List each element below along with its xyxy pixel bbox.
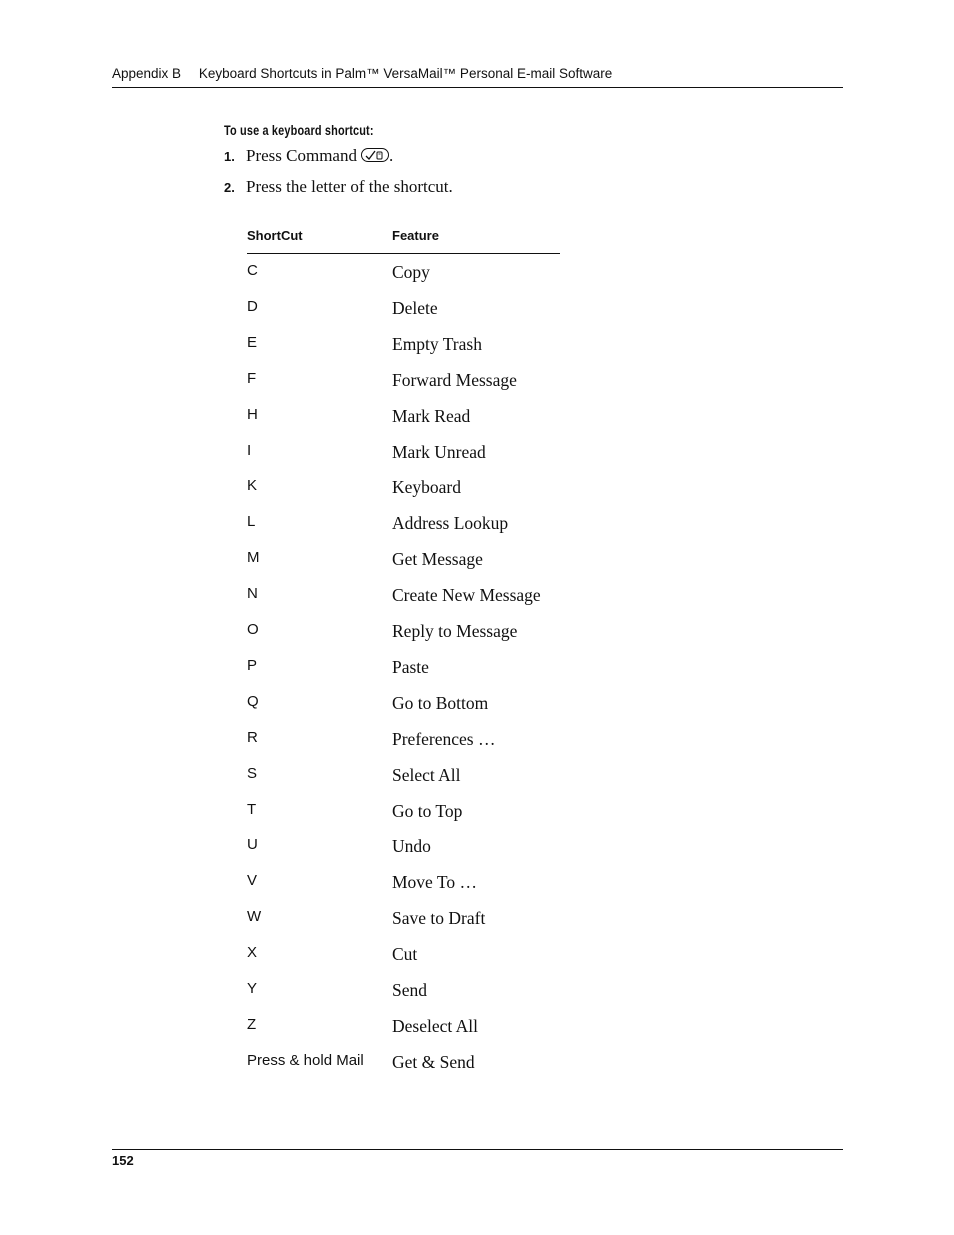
table-row xyxy=(247,908,560,944)
shortcut-key: H xyxy=(247,405,258,423)
feature-name: Delete xyxy=(392,297,438,318)
table-row xyxy=(247,657,560,693)
step-number: 2. xyxy=(224,180,235,195)
feature-name: Keyboard xyxy=(392,477,462,498)
shortcut-key: L xyxy=(247,513,256,531)
table-row xyxy=(247,801,560,837)
table-row xyxy=(247,370,560,406)
feature-name: Send xyxy=(392,980,427,1000)
feature-name: Save to Draft xyxy=(392,908,486,929)
feature-name: Address Lookup xyxy=(392,513,509,534)
shortcut-key: N xyxy=(247,585,258,603)
table-row xyxy=(247,980,560,1016)
shortcut-key: U xyxy=(247,836,258,854)
table-row xyxy=(247,442,560,478)
table-row xyxy=(247,298,560,334)
feature-name: Empty Trash xyxy=(392,333,482,354)
shortcut-key: O xyxy=(247,621,259,638)
shortcut-key: R xyxy=(247,728,258,746)
step-suffix: . xyxy=(388,146,394,165)
table-row xyxy=(247,765,560,801)
table-row xyxy=(247,621,560,657)
feature-name: Mark Read xyxy=(392,405,471,426)
table-row xyxy=(247,944,560,980)
feature-name: Cut xyxy=(392,944,418,965)
running-header xyxy=(112,66,843,81)
shortcut-key: D xyxy=(247,297,258,315)
table-row xyxy=(247,693,560,729)
table-row xyxy=(247,262,560,298)
feature-name: Get Message xyxy=(392,549,483,570)
table-row xyxy=(247,406,560,442)
shortcut-key: Q xyxy=(247,692,259,710)
feature-name: Preferences … xyxy=(392,728,496,749)
command-stroke-icon xyxy=(361,148,389,162)
step-text: Press the letter of the shortcut. xyxy=(246,177,453,196)
step-text: Press Command xyxy=(246,146,357,165)
shortcut-key: E xyxy=(247,333,258,351)
page-number: 152 xyxy=(112,1153,134,1168)
shortcut-key: Y xyxy=(247,980,258,997)
chapter-title: Keyboard Shortcuts in Palm™ VersaMail™ Personal E-mail Software xyxy=(198,66,613,81)
table-header-divider xyxy=(247,253,560,254)
feature-name: Deselect All xyxy=(392,1015,479,1036)
table-row xyxy=(247,729,560,765)
column-header-shortcut: ShortCut xyxy=(247,228,303,243)
column-header-feature: Feature xyxy=(392,228,439,243)
table-row xyxy=(247,477,560,513)
table-row xyxy=(247,334,560,370)
shortcut-key: Z xyxy=(247,1015,257,1033)
feature-name: Copy xyxy=(392,262,430,282)
shortcut-key: C xyxy=(247,262,258,279)
shortcut-key: S xyxy=(247,764,258,782)
procedure-heading: To use a keyboard shortcut: xyxy=(224,122,374,138)
feature-name: Create New Message xyxy=(392,585,541,606)
feature-name: Select All xyxy=(392,764,461,785)
shortcut-key: T xyxy=(247,800,257,818)
table-row xyxy=(247,1016,560,1052)
table-row xyxy=(247,513,560,549)
shortcut-key: Press & hold Mail xyxy=(247,1051,364,1069)
step-2 xyxy=(224,177,453,197)
table-row xyxy=(247,549,560,585)
shortcut-key: I xyxy=(247,441,252,459)
feature-name: Forward Message xyxy=(392,369,517,390)
shortcut-key: X xyxy=(247,944,258,962)
shortcut-key: M xyxy=(247,549,260,567)
shortcut-key: K xyxy=(247,477,258,495)
feature-name: Undo xyxy=(392,836,431,857)
feature-name: Go to Bottom xyxy=(392,692,489,713)
shortcut-key: W xyxy=(247,908,262,926)
header-divider xyxy=(112,87,843,88)
shortcut-key: F xyxy=(247,369,257,387)
appendix-label: Appendix B xyxy=(112,66,182,81)
footer-divider xyxy=(112,1149,843,1150)
feature-name: Paste xyxy=(392,656,429,677)
table-row xyxy=(247,585,560,621)
feature-name: Go to Top xyxy=(392,800,463,821)
step-number: 1. xyxy=(224,149,235,164)
feature-name: Get & Send xyxy=(392,1051,475,1072)
step-1 xyxy=(224,146,393,166)
shortcut-key: P xyxy=(247,656,258,674)
table-row xyxy=(247,872,560,908)
table-row xyxy=(247,836,560,872)
feature-name: Mark Unread xyxy=(392,441,486,462)
table-row xyxy=(247,1052,560,1088)
feature-name: Reply to Message xyxy=(392,621,518,641)
feature-name: Move To … xyxy=(392,872,477,893)
shortcut-key: V xyxy=(247,872,258,890)
